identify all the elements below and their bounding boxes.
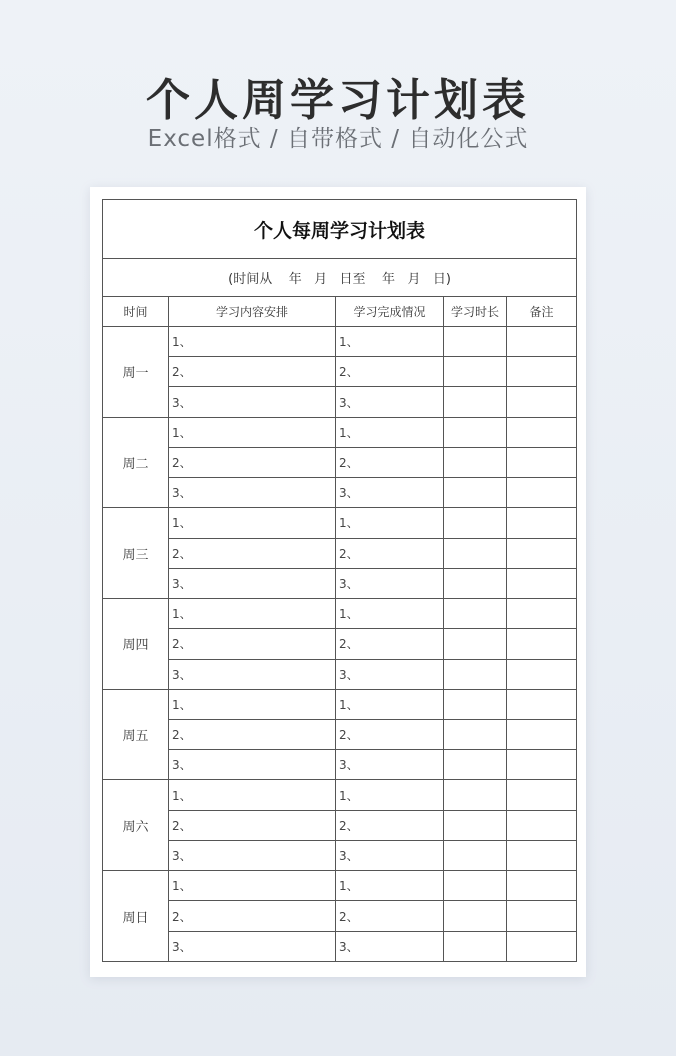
completion-cell[interactable]: 3、 bbox=[336, 659, 444, 689]
duration-cell[interactable] bbox=[444, 720, 507, 750]
day-label: 周六 bbox=[103, 780, 169, 871]
table-row bbox=[103, 568, 577, 598]
content-cell[interactable]: 3、 bbox=[169, 568, 336, 598]
completion-cell[interactable]: 1、 bbox=[336, 599, 444, 629]
table-row bbox=[103, 629, 577, 659]
content-cell[interactable]: 1、 bbox=[169, 326, 336, 356]
table-row bbox=[103, 780, 577, 810]
table-row bbox=[103, 810, 577, 840]
table-row bbox=[103, 357, 577, 387]
duration-cell[interactable] bbox=[444, 931, 507, 961]
notes-cell[interactable] bbox=[507, 871, 577, 901]
notes-cell[interactable] bbox=[507, 689, 577, 719]
completion-cell[interactable]: 3、 bbox=[336, 840, 444, 870]
duration-cell[interactable] bbox=[444, 659, 507, 689]
completion-cell[interactable]: 3、 bbox=[336, 478, 444, 508]
header-duration: 学习时长 bbox=[444, 296, 507, 326]
content-cell[interactable]: 2、 bbox=[169, 629, 336, 659]
duration-cell[interactable] bbox=[444, 538, 507, 568]
date-range-row: (时间从 年 月 日至 年 月 日) bbox=[103, 259, 577, 296]
day-label: 周二 bbox=[103, 417, 169, 508]
header-time: 时间 bbox=[103, 296, 169, 326]
table-row bbox=[103, 901, 577, 931]
day-label: 周日 bbox=[103, 871, 169, 962]
content-cell[interactable]: 1、 bbox=[169, 689, 336, 719]
notes-cell[interactable] bbox=[507, 568, 577, 598]
table-row bbox=[103, 750, 577, 780]
content-cell[interactable]: 2、 bbox=[169, 357, 336, 387]
content-cell[interactable]: 1、 bbox=[169, 780, 336, 810]
header-notes: 备注 bbox=[507, 296, 577, 326]
duration-cell[interactable] bbox=[444, 447, 507, 477]
completion-cell[interactable]: 2、 bbox=[336, 810, 444, 840]
completion-cell[interactable]: 3、 bbox=[336, 931, 444, 961]
duration-cell[interactable] bbox=[444, 387, 507, 417]
duration-cell[interactable] bbox=[444, 599, 507, 629]
notes-cell[interactable] bbox=[507, 387, 577, 417]
header-content: 学习内容安排 bbox=[169, 296, 336, 326]
content-cell[interactable]: 3、 bbox=[169, 840, 336, 870]
content-cell[interactable]: 1、 bbox=[169, 508, 336, 538]
content-cell[interactable]: 1、 bbox=[169, 599, 336, 629]
table-row bbox=[103, 417, 577, 447]
completion-cell[interactable]: 3、 bbox=[336, 568, 444, 598]
content-cell[interactable]: 3、 bbox=[169, 387, 336, 417]
notes-cell[interactable] bbox=[507, 750, 577, 780]
completion-cell[interactable]: 2、 bbox=[336, 901, 444, 931]
completion-cell[interactable]: 1、 bbox=[336, 871, 444, 901]
table-row bbox=[103, 871, 577, 901]
duration-cell[interactable] bbox=[444, 357, 507, 387]
completion-cell[interactable]: 3、 bbox=[336, 750, 444, 780]
duration-cell[interactable] bbox=[444, 689, 507, 719]
duration-cell[interactable] bbox=[444, 840, 507, 870]
content-cell[interactable]: 3、 bbox=[169, 659, 336, 689]
notes-cell[interactable] bbox=[507, 901, 577, 931]
table-row bbox=[103, 387, 577, 417]
table-title: 个人每周学习计划表 bbox=[103, 200, 577, 259]
completion-cell[interactable]: 3、 bbox=[336, 387, 444, 417]
duration-cell[interactable] bbox=[444, 326, 507, 356]
table-row bbox=[103, 447, 577, 477]
table-row bbox=[103, 689, 577, 719]
duration-cell[interactable] bbox=[444, 417, 507, 447]
duration-cell[interactable] bbox=[444, 810, 507, 840]
content-cell[interactable]: 3、 bbox=[169, 750, 336, 780]
table-row bbox=[103, 508, 577, 538]
content-cell[interactable]: 2、 bbox=[169, 447, 336, 477]
completion-cell[interactable]: 1、 bbox=[336, 508, 444, 538]
completion-cell[interactable]: 1、 bbox=[336, 689, 444, 719]
table-row bbox=[103, 659, 577, 689]
table-row bbox=[103, 840, 577, 870]
duration-cell[interactable] bbox=[444, 901, 507, 931]
content-cell[interactable]: 1、 bbox=[169, 871, 336, 901]
table-row bbox=[103, 326, 577, 356]
notes-cell[interactable] bbox=[507, 599, 577, 629]
notes-cell[interactable] bbox=[507, 447, 577, 477]
banner-title: 个人周学习计划表 bbox=[146, 75, 530, 126]
notes-cell[interactable] bbox=[507, 720, 577, 750]
notes-cell[interactable] bbox=[507, 508, 577, 538]
header-row bbox=[103, 296, 577, 326]
notes-cell[interactable] bbox=[507, 326, 577, 356]
content-cell[interactable]: 3、 bbox=[169, 478, 336, 508]
content-cell[interactable]: 3、 bbox=[169, 931, 336, 961]
weekly-plan-table bbox=[102, 199, 577, 962]
notes-cell[interactable] bbox=[507, 538, 577, 568]
completion-cell[interactable]: 2、 bbox=[336, 447, 444, 477]
notes-cell[interactable] bbox=[507, 659, 577, 689]
completion-cell[interactable]: 2、 bbox=[336, 629, 444, 659]
content-cell[interactable]: 2、 bbox=[169, 538, 336, 568]
content-cell[interactable]: 2、 bbox=[169, 901, 336, 931]
table-row bbox=[103, 931, 577, 961]
duration-cell[interactable] bbox=[444, 478, 507, 508]
notes-cell[interactable] bbox=[507, 780, 577, 810]
table-row bbox=[103, 720, 577, 750]
day-label: 周四 bbox=[103, 599, 169, 690]
duration-cell[interactable] bbox=[444, 750, 507, 780]
content-cell[interactable]: 2、 bbox=[169, 810, 336, 840]
header-completion: 学习完成情况 bbox=[336, 296, 444, 326]
table-row bbox=[103, 599, 577, 629]
completion-cell[interactable]: 1、 bbox=[336, 326, 444, 356]
banner-subtitle: Excel格式 / 自带格式 / 自动化公式 bbox=[147, 126, 529, 152]
completion-cell[interactable]: 2、 bbox=[336, 357, 444, 387]
notes-cell[interactable] bbox=[507, 840, 577, 870]
content-cell[interactable]: 1、 bbox=[169, 417, 336, 447]
duration-cell[interactable] bbox=[444, 780, 507, 810]
notes-cell[interactable] bbox=[507, 931, 577, 961]
notes-cell[interactable] bbox=[507, 417, 577, 447]
duration-cell[interactable] bbox=[444, 629, 507, 659]
completion-cell[interactable]: 2、 bbox=[336, 720, 444, 750]
day-label: 周一 bbox=[103, 326, 169, 417]
table-row bbox=[103, 478, 577, 508]
table-row bbox=[103, 538, 577, 568]
duration-cell[interactable] bbox=[444, 508, 507, 538]
completion-cell[interactable]: 1、 bbox=[336, 417, 444, 447]
day-label: 周三 bbox=[103, 508, 169, 599]
notes-cell[interactable] bbox=[507, 478, 577, 508]
completion-cell[interactable]: 2、 bbox=[336, 538, 444, 568]
duration-cell[interactable] bbox=[444, 871, 507, 901]
completion-cell[interactable]: 1、 bbox=[336, 780, 444, 810]
notes-cell[interactable] bbox=[507, 810, 577, 840]
notes-cell[interactable] bbox=[507, 629, 577, 659]
notes-cell[interactable] bbox=[507, 357, 577, 387]
spreadsheet-preview bbox=[90, 187, 586, 977]
content-cell[interactable]: 2、 bbox=[169, 720, 336, 750]
day-label: 周五 bbox=[103, 689, 169, 780]
duration-cell[interactable] bbox=[444, 568, 507, 598]
